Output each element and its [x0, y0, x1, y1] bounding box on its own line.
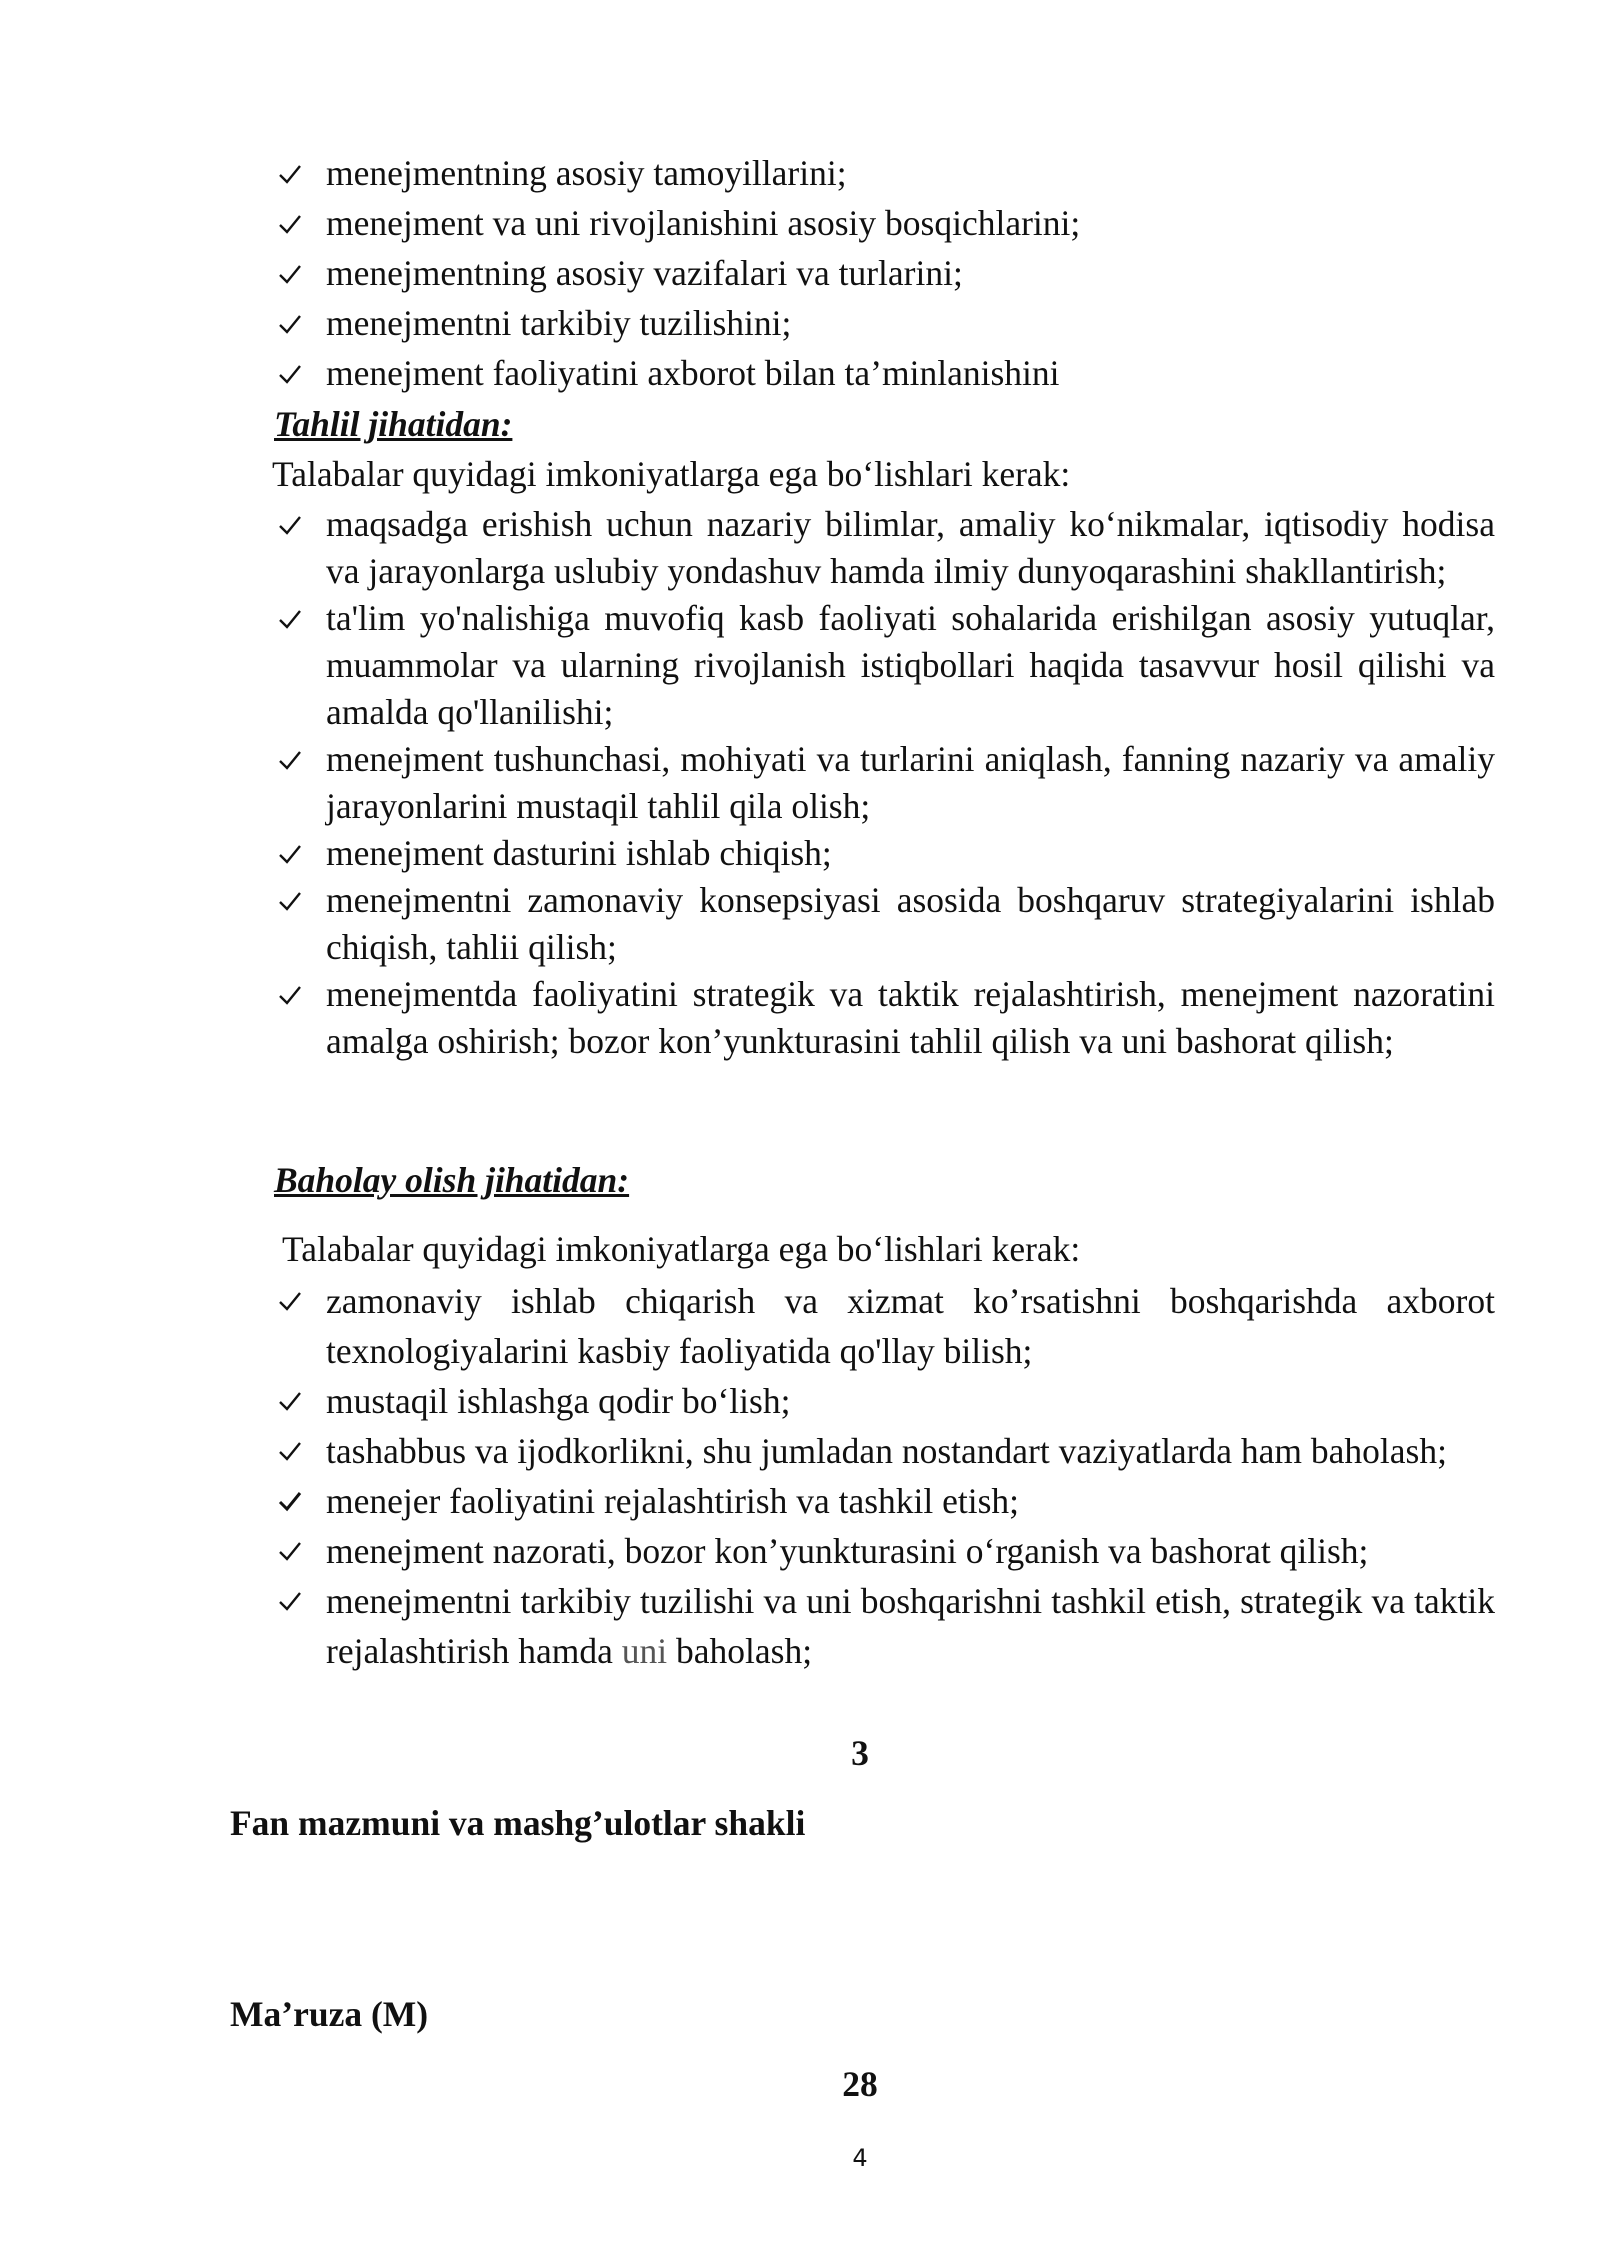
list-item-text: menejmentda faoliyatini strategik va taktik rejalashtirish, menejment nazoratini amalga oshirish; bozor kon’yunkturasini tahlil qilish va uni bashorat qilish;	[326, 974, 1495, 1061]
list-item-text: mustaqil ishlashga qodir bo‘lish;	[326, 1381, 791, 1421]
evaluation-heading: Baholay olish jihatidan:	[274, 1160, 630, 1200]
list-item-text: maqsadga erishish uchun nazariy bilimlar, amaliy ko‘nikmalar, iqtisodiy hodisa va jarayonlarga uslubiy yondashuv hamda ilmiy dunyoqarashini shakllantirish;	[326, 504, 1495, 591]
evaluation-intro: Talabalar quyidagi imkoniyatlarga ega bo‘lishlari kerak:	[282, 1229, 1081, 1269]
checkmark-icon	[278, 350, 312, 397]
list-item	[270, 830, 1495, 877]
evaluation-list	[270, 1276, 1495, 1676]
list-item-text-part: menejmentni tarkibiy tuzilishi va uni boshqarishni tashkil etish, strategik va taktik rejalashtirish hamda	[326, 1581, 1495, 1671]
list-item-text: menejmentning asosiy tamoyillarini;	[326, 153, 847, 193]
analysis-list	[270, 501, 1495, 1065]
list-item	[270, 1276, 1495, 1376]
list-item-text: menejmentni tarkibiy tuzilishini;	[326, 303, 792, 343]
list-item	[270, 300, 1495, 350]
list-item	[270, 736, 1495, 830]
list-item	[270, 595, 1495, 736]
checkmark-icon	[278, 1376, 312, 1426]
list-item	[270, 971, 1495, 1065]
checkmark-icon	[278, 595, 312, 642]
checkmark-icon	[278, 200, 312, 247]
checkmark-icon	[278, 300, 312, 347]
checkmark-icon	[278, 1276, 312, 1326]
page-number: 4	[852, 2144, 868, 2172]
analysis-heading: Tahlil jihatidan:	[274, 404, 513, 444]
list-item	[270, 1376, 1495, 1426]
list-item-text: ta'lim yo'nalishiga muvofiq kasb faoliyati sohalarida erishilgan asosiy yutuqlar, muammolar va ularning rivojlanish istiqbollari haqida tasavvur hosil qilishi va amalda qo'llanilishi;	[326, 598, 1495, 732]
checkmark-icon	[278, 736, 312, 783]
list-item	[270, 350, 1495, 400]
checkmark-icon	[278, 150, 312, 197]
list-item	[270, 150, 1495, 200]
checkmark-icon	[278, 1526, 312, 1576]
list-item-text: tashabbus va ijodkorlikni, shu jumladan nostandart vaziyatlarda ham baholash;	[326, 1431, 1447, 1471]
list-item	[270, 1476, 1495, 1526]
list-item	[270, 1526, 1495, 1576]
list-item-text: menejment nazorati, bozor kon’yunkturasini o‘rganish va bashorat qilish;	[326, 1531, 1369, 1571]
checkmark-icon	[278, 1576, 312, 1626]
list-item	[270, 200, 1495, 250]
list-item-text-part: baholash;	[667, 1631, 813, 1671]
list-item	[270, 501, 1495, 595]
list-item-text: menejment va uni rivojlanishini asosiy bosqichlarini;	[326, 203, 1081, 243]
checkmark-icon	[278, 1426, 312, 1476]
list-item-text	[326, 1581, 1495, 1671]
list-item-text: menejmentni zamonaviy konsepsiyasi asosida boshqaruv strategiyalarini ishlab chiqish, tahlii qilish;	[326, 880, 1495, 967]
analysis-intro: Talabalar quyidagi imkoniyatlarga ega bo‘lishlari kerak:	[272, 454, 1071, 494]
section-title: Fan mazmuni va mashg’ulotlar shakli	[230, 1803, 806, 1843]
list-item	[270, 1426, 1495, 1476]
lecture-label: Ma’ruza (M)	[230, 1994, 429, 2034]
lecture-hours: 28	[842, 2064, 878, 2104]
checkmark-icon	[278, 501, 312, 548]
list-item	[270, 1576, 1495, 1676]
list-item	[270, 877, 1495, 971]
list-item-text: menejment dasturini ishlab chiqish;	[326, 833, 832, 873]
list-item-text: zamonaviy ishlab chiqarish va xizmat ko’rsatishni boshqarishda axborot texnologiyalarini kasbiy faoliyatida qo'llay bilish;	[326, 1281, 1495, 1371]
checkmark-icon	[278, 971, 312, 1018]
credits-number: 3	[851, 1733, 869, 1773]
list-item	[270, 250, 1495, 300]
list-item-text: menejment faoliyatini axborot bilan ta’minlanishini	[326, 353, 1060, 393]
list-item-text-faint: uni	[621, 1631, 668, 1671]
knowledge-list	[270, 150, 1495, 400]
checkmark-icon	[278, 877, 312, 924]
list-item-text: menejmentning asosiy vazifalari va turlarini;	[326, 253, 963, 293]
checkmark-icon	[278, 830, 312, 877]
checkmark-icon	[278, 1476, 312, 1526]
checkmark-icon	[278, 250, 312, 297]
list-item-text: menejer faoliyatini rejalashtirish va tashkil etish;	[326, 1481, 1020, 1521]
list-item-text: menejment tushunchasi, mohiyati va turlarini aniqlash, fanning nazariy va amaliy jarayonlarini mustaqil tahlil qila olish;	[326, 739, 1495, 826]
